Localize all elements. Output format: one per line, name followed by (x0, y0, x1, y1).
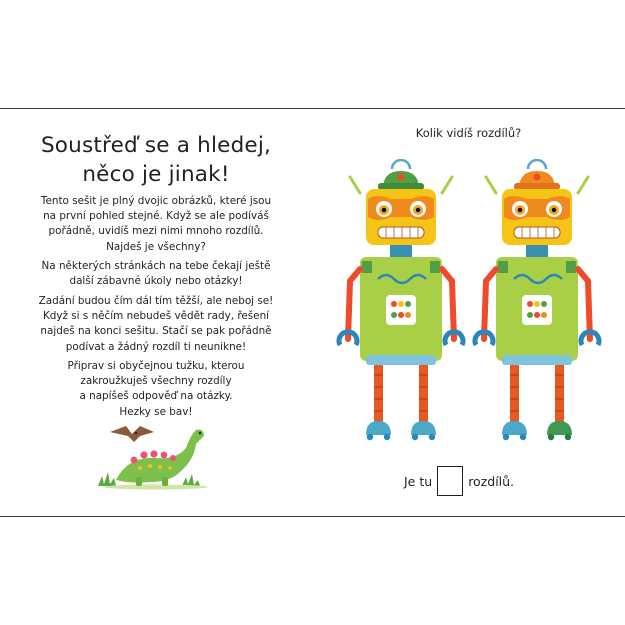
answer-row (404, 465, 514, 497)
robot-head (502, 189, 572, 245)
text-line: na první pohled stejné. Když se ale podíváš (43, 210, 269, 223)
text-line: najdeš na konci sešitu. Stačí se pak pořádně (40, 325, 272, 338)
foot-icon (411, 421, 436, 435)
text-line: zakroužkuješ všechny rozdíly (80, 375, 232, 388)
robot-head (366, 189, 436, 245)
difficulty-paragraph (30, 294, 282, 355)
left-page (0, 109, 312, 516)
text-line: pořádně, uvidíš mezi nimi mnoho rozdílů. (48, 225, 264, 238)
robot-right (472, 159, 602, 449)
differences-question: Kolik vidíš rozdílů? (415, 126, 522, 140)
robot-legs (502, 365, 572, 440)
dinosaur-illustration (96, 422, 216, 490)
text-line: a napíšeš odpověď na otázky. (79, 390, 233, 403)
robot-left (336, 159, 466, 449)
robot-neck (526, 245, 548, 259)
foot-icon (502, 421, 527, 435)
title-line-2: něco je jinak! (82, 162, 230, 187)
tasks-paragraph (30, 259, 282, 289)
robot-body (496, 257, 578, 365)
text-line: Když si s něčím nebudeš vědět rady, řešení (42, 310, 270, 323)
robot-neck (390, 245, 412, 259)
hat-icon (378, 160, 424, 190)
title-line-1: Soustřeď se a hledej, (40, 133, 272, 158)
page-title (0, 131, 312, 189)
hat-icon (514, 160, 560, 190)
foot-icon (366, 421, 391, 435)
answer-prefix: Je tu (404, 473, 433, 489)
answer-box[interactable] (437, 466, 463, 496)
text-line: Najdeš je všechny? (106, 240, 206, 253)
right-page (312, 109, 625, 516)
robot-legs (366, 365, 436, 440)
foot-icon (547, 421, 572, 435)
book-spread (0, 108, 625, 517)
text-line: Tento sešit je plný dvojic obrázků, které jsou (40, 195, 272, 207)
intro-paragraph (30, 194, 282, 255)
pterodactyl-icon (110, 426, 154, 442)
text-line: Hezky se bav! (119, 405, 193, 418)
text-line: Na některých stránkách na tebe čekají ještě (41, 260, 271, 272)
answer-suffix: rozdílů. (468, 473, 515, 489)
text-line: Zadání budou čím dál tím těžší, ale neboj se! (38, 295, 274, 307)
text-line: Připrav si obyčejnou tužku, kterou (67, 360, 245, 372)
robot-body (360, 257, 442, 365)
text-line: podívat a žádný rozdíl ti neunikne! (65, 340, 247, 353)
instructions-paragraph (30, 359, 282, 420)
text-line: další zábavné úkoly nebo otázky! (69, 275, 243, 288)
